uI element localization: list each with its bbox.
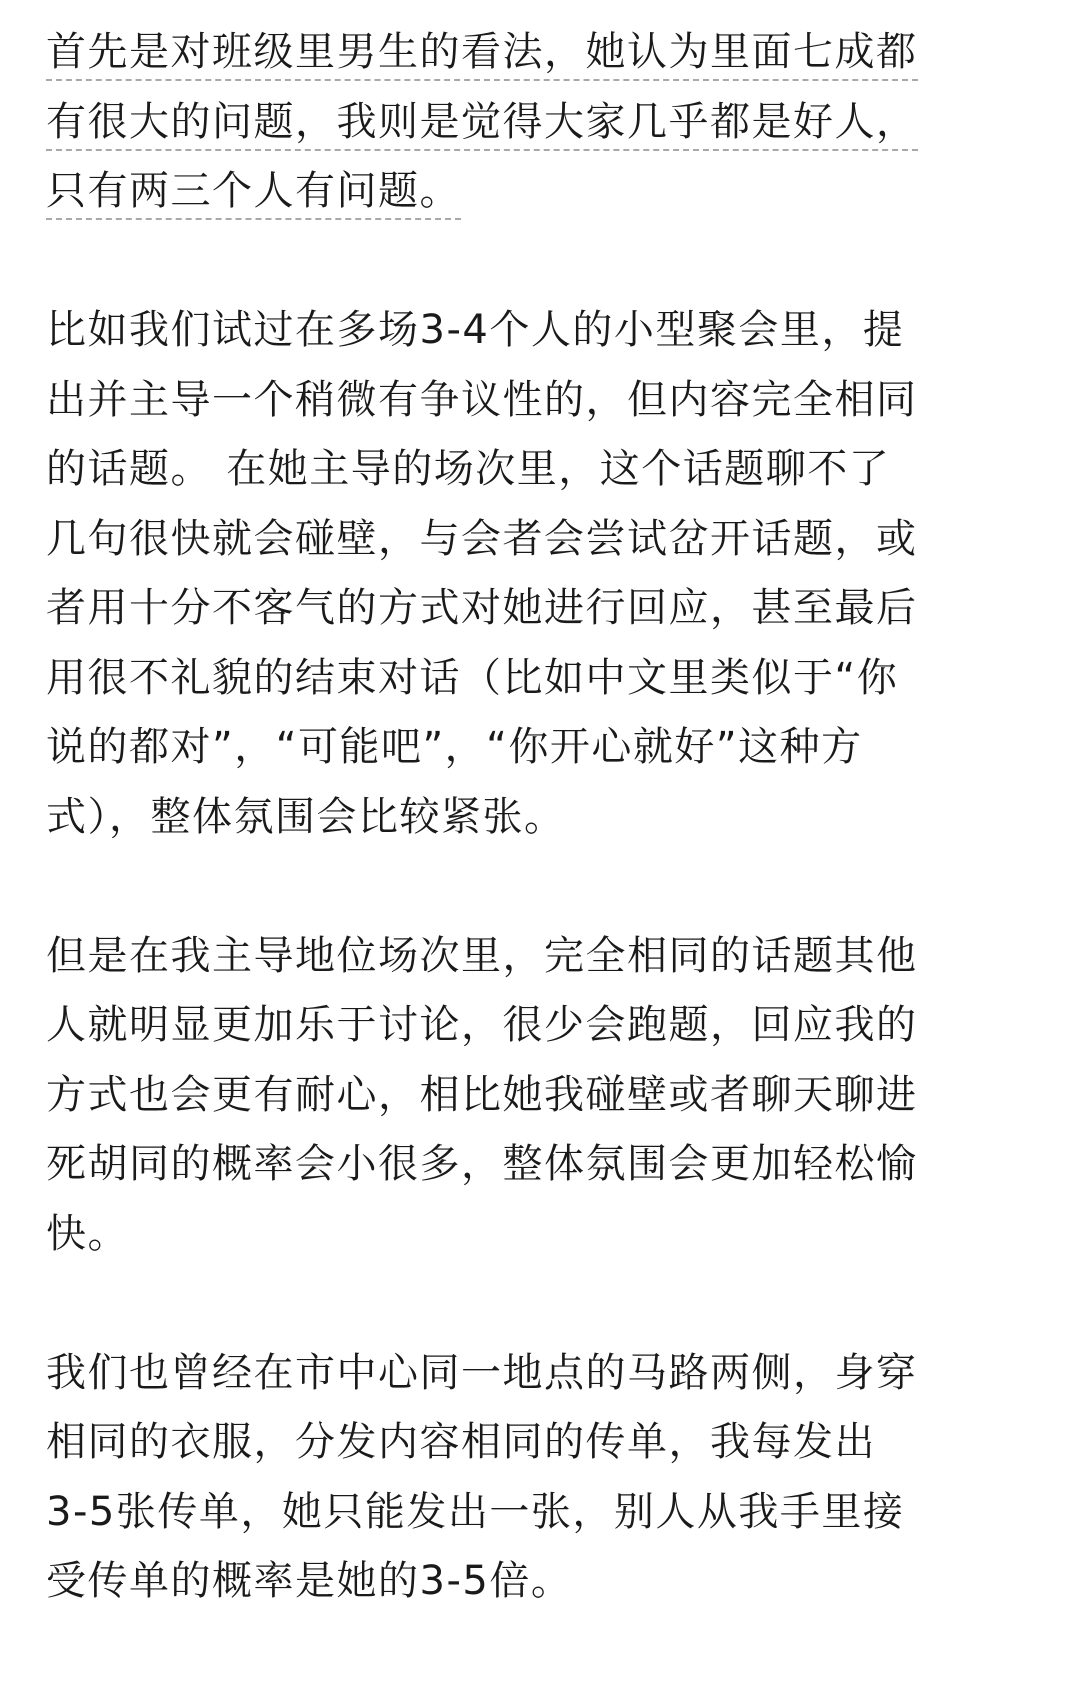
text-line: 我们也曾经在市中心同一地点的马路两侧，身穿 [46,1349,918,1396]
paragraph-4 [0,1339,1080,1617]
text-line: 式），整体氛围会比较紧张。 [46,793,566,840]
text-line: 方式也会更有耐心，相比她我碰壁或者聊天聊进 [46,1071,918,1118]
paragraph-3 [0,922,1080,1270]
paragraph-2 [0,296,1080,852]
text-line: 的话题。 在她主导的场次里，这个话题聊不了 [46,446,891,492]
text-line: 有很大的问题，我则是觉得大家几乎都是好人， [0,88,1080,158]
text-line: 受传单的概率是她的3-5倍。 [46,1558,573,1604]
paragraph-gap [0,227,1080,297]
text-line: 但是在我主导地位场次里，完全相同的话题其他 [46,932,918,979]
paragraph-gap [0,852,1080,922]
paragraph-gap [0,1269,1080,1339]
text-line: 几句很快就会碰壁，与会者会尝试岔开话题，或 [46,515,918,562]
text-line: 3-5张传单，她只能发出一张，别人从我手里接 [46,1488,905,1535]
text-line: 只有两三个人有问题。 [0,157,1080,227]
text-line: 者用十分不客气的方式对她进行回应，甚至最后 [46,585,918,631]
text-line: 人就明显更加乐于讨论，很少会跑题，回应我的 [46,1002,918,1048]
paragraph-1 [0,18,1080,227]
text-line: 出并主导一个稍微有争议性的，但内容完全相同 [46,376,918,423]
text-line: 比如我们试过在多场3-4个人的小型聚会里，提 [46,307,905,353]
text-line: 快。 [46,1210,129,1257]
text-line: 首先是对班级里男生的看法，她认为里面七成都 [0,18,1080,88]
text-line: 相同的衣服，分发内容相同的传单，我每发出 [46,1419,876,1465]
text-line: 死胡同的概率会小很多，整体氛围会更加轻松愉 [46,1141,918,1187]
text-line: 用很不礼貌的结束对话（比如中文里类似于“你 [46,654,899,701]
text-line: 说的都对”，“可能吧”，“你开心就好”这种方 [46,724,863,770]
